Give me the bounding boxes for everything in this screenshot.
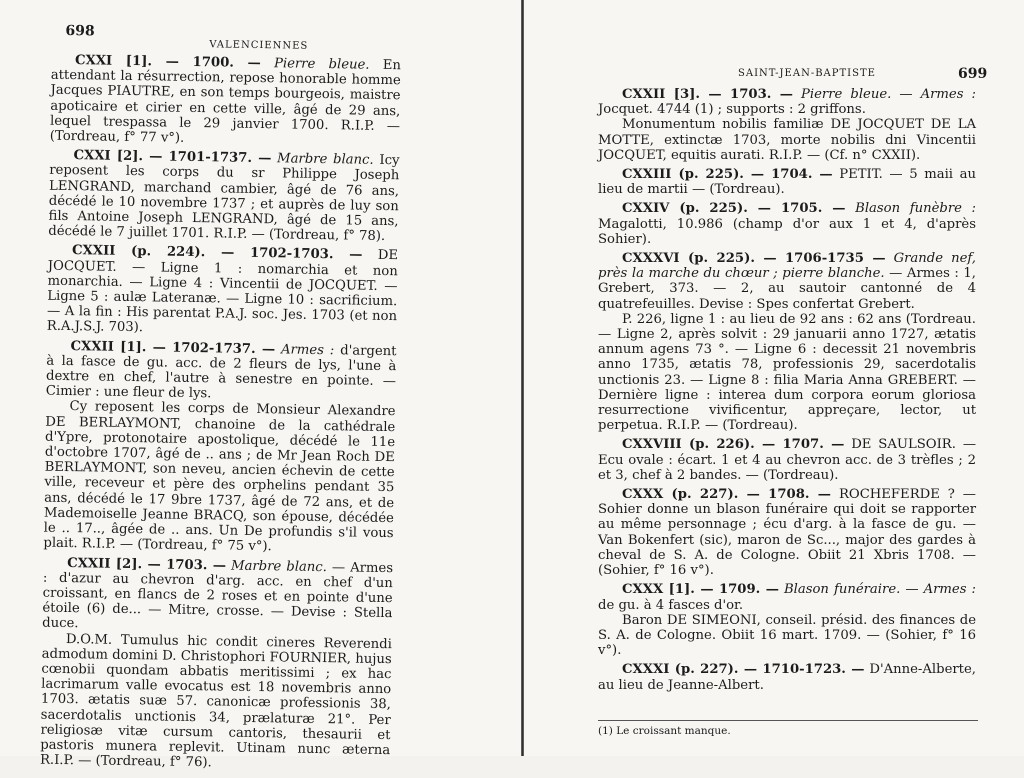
entry-text: Magalotti, 10.986 (champ d'or aux 1 et 4, d'après Sohier). bbox=[598, 216, 976, 247]
entry-material: Marbre blanc. bbox=[230, 558, 328, 575]
entry bbox=[50, 53, 401, 150]
entry-material: Blason funèbre : bbox=[855, 201, 976, 217]
entry-head: CXXII [3]. — 1703. — bbox=[622, 87, 793, 102]
entry bbox=[598, 662, 976, 692]
entry-text: En attendant la résurrection, repose honorable homme Jacques PIAUTRE, en son temps bourgeois, maistre apoticaire et cirier en cette ville, âgé de 29 ans, lequel trespassa le 29 janvier 1700. R.I.P. — (Tordreau, f° 77 v°). bbox=[49, 57, 402, 146]
entry-head: CXXXVI (p. 225). — 1706-1735 — bbox=[622, 251, 886, 267]
entry-text-2: P. 226, ligne 1 : au lieu de 92 ans : 62 ans (Tordreau. — Ligne 2, après solvit : 29 januarii anno 1727, ætatis annum agens 73 °. — Ligne 6 : decessit 21 novembris anno 1735, ætatis 78, professionis 29, sacerdotalis unctionis 23. — Ligne 8 : filia Maria Anna GREBERT. — Dernière ligne : interea dum corpora eorum gloriosa resurrectione vivificentur, appreçare, lector, ut perpetua. R.I.P. — (Tordreau). bbox=[598, 311, 976, 434]
entry-text: Jocquet. 4744 (1) ; supports : 2 griffons. bbox=[598, 102, 866, 118]
entry bbox=[598, 87, 976, 163]
entry-text: au lieu de Jeanne-Albert. bbox=[598, 677, 764, 693]
entry-head: CXXIII (p. 225). — 1704. — bbox=[622, 167, 833, 183]
entry-head: CXXX (p. 227). — 1708. — bbox=[622, 487, 831, 503]
entry-text-2: Cy reposent les corps de Monsieur Alexandre DE BERLAYMONT, chanoine de la cathédrale d'Ypre, protonotaire apostolique, décédé le 11e d'octobre 1707, âgé de .. ans ; de Mr Jean Roch DE BERLAYMONT, son neveu, ancien échevin de cette ville, receveur et père des orphelins pendant 35 ans, décédé le 17 9bre 1737, âgé de 72 ans, et de Mademoiselle Jeanne BRACQ, son épouse, décédée le .. 17.., âgée de .. ans. Un De profundis s'il vous plait. R.I.P. — (Tordreau, f° 75 v°). bbox=[43, 399, 396, 555]
book-gutter bbox=[521, 0, 524, 756]
entry-material: Marbre blanc. bbox=[276, 151, 374, 169]
running-head: SAINT-JEAN-BAPTISTE bbox=[738, 68, 876, 79]
entry-head: CXXII [2]. — 1703. — bbox=[67, 555, 227, 574]
entry-text-2: Baron DE SIMEONI, conseil. présid. des finances de S. A. de Cologne. Obiit 16 mart. 1709. — (Sohier, f° 16 v°). bbox=[598, 612, 976, 659]
entry-text: — Sohier donne un blason funéraire qui doit se rapporter au même personnage ; écu d'arg. à la fasce de gu. — Van Bokenfert (sic), maron de Sc..., major des gardes à cheval de S. A. de Cologne. Obiit 21 Xbris 1708. — (Sohier, f° 16 v°). bbox=[598, 487, 976, 579]
entry-head: CXXXI (p. 227). — 1710-1723. — bbox=[622, 662, 865, 678]
entry-material: Blason funéraire. — Armes : bbox=[783, 582, 976, 598]
entries bbox=[598, 87, 976, 696]
entry bbox=[40, 555, 393, 773]
entry-head: CXXII (p. 224). — 1702-1703. — bbox=[71, 243, 363, 264]
entry-text: — Armes : 1, Grebert, 373. — 2, au sautoir cantonné de 4 quatrefeuilles. Devise : Spes confertat Grebert. bbox=[598, 266, 976, 312]
entry-material: DE JOCQUET. bbox=[47, 248, 399, 275]
entry-head: CXXI [1]. — 1700. — bbox=[74, 53, 261, 72]
entry bbox=[48, 148, 399, 245]
entry-text: — Ecu ovale : écart. 1 et 4 au chevron acc. de 3 trèfles ; 2 et 3, chef à 2 bandes. — (Tordreau). bbox=[598, 437, 976, 483]
entry-material: DE SAULSOIR. bbox=[851, 437, 956, 453]
running-head: VALENCIENNES bbox=[209, 39, 309, 52]
entry-text-2: Monumentum nobilis familiæ DE JOCQUET DE LA MOTTE, extinctæ 1703, morte nobilis dni Vincentii JOCQUET, equitis aurati. R.I.P. — (Cf. n° CXXII). bbox=[598, 117, 976, 163]
entry-text: Icy reposent les corps du sr Philippe Joseph LENGRAND, marchand cambier, âgé de 76 ans, décédé le 10 novembre 1737 ; et auprès de luy son fils Antoine Joseph LENGRAND, âgé de 15 ans, décédé le 7 juillet 1701. R.I.P. — (Tordreau, f° 78). bbox=[48, 153, 400, 245]
entry-material: Pierre bleue. bbox=[273, 56, 370, 73]
entry-material: Pierre bleue. — Armes : bbox=[801, 87, 976, 102]
entry-text: d'argent à la fasce de gu. acc. de 2 fleurs de lys, l'une à dextre en chef, l'autre à senestre en pointe. — Cimier : une fleur de lys. bbox=[45, 342, 397, 402]
entry bbox=[47, 243, 398, 340]
right-page bbox=[526, 0, 1024, 756]
entry-material: ROCHEFERDE ? bbox=[838, 487, 955, 503]
entry bbox=[598, 437, 976, 483]
page-number: 699 bbox=[958, 66, 988, 82]
entry-head: CXXI [2]. — 1701-1737. — bbox=[73, 148, 272, 167]
entry-head: CXXII [1]. — 1702-1737. — bbox=[70, 338, 276, 357]
entry-material: Grande nef, près la marche du chœur ; pierre blanche. bbox=[598, 251, 976, 282]
entry bbox=[598, 251, 976, 433]
entries bbox=[40, 53, 401, 777]
entry-head: CXXIV (p. 225). — 1705. — bbox=[622, 201, 846, 217]
entry-material: PETIT. bbox=[839, 167, 883, 183]
entry bbox=[598, 582, 976, 658]
entry-text: — Ligne 1 : nomarchia et non monarchia. — Ligne 4 : Vincentii de JOCQUET. — Ligne 5 : aulæ Lateranæ. — Ligne 10 : sacrificium. — A la fin : His parentat P.A.J. soc. Jes. 1703 (et non R.A.J.S.J. 703). bbox=[46, 259, 398, 336]
entry-material: Armes : bbox=[280, 342, 335, 358]
entry-text: de gu. à 4 fasces d'or. bbox=[598, 597, 744, 613]
entry bbox=[598, 201, 976, 247]
entry-text: — Armes : d'azur au chevron d'arg. acc. en chef d'un croissant, en flancs de 2 roses et en pointe d'une étoile (6) de... — Mitre, crosse. — Devise : Stella duce. bbox=[42, 559, 394, 632]
entry-text-2: D.O.M. Tumulus hic condit cineres Reverendi admodum domini D. Christophori FOURNIER, hujus cœnobii quondam abbatis meritissimi ; ex hac lacrimarum valle evocatus est 18 novembris anno 1703. ætatis suæ 57. canonicæ professionis 38, sacerdotalis unctionis 34, prælaturæ 21°. Per religiosæ vitæ cursum cantoris, thesaurii et pastoris munera replevit. Utinam nunc æterna R.I.P. — (Tordreau, f° 76). bbox=[39, 631, 393, 771]
footnote: (1) Le croissant manque. bbox=[598, 720, 978, 737]
entry-material: D'Anne-Alberte, bbox=[869, 662, 976, 678]
entry-head: CXXX [1]. — 1709. — bbox=[622, 582, 779, 598]
entry bbox=[43, 338, 396, 556]
entry-head: CXXVIII (p. 226). — 1707. — bbox=[622, 437, 845, 453]
entry bbox=[598, 487, 976, 578]
entry-text: — 5 maii au lieu de martii — (Tordreau). bbox=[598, 167, 976, 198]
page-number: 698 bbox=[65, 22, 95, 40]
entry bbox=[598, 167, 976, 197]
